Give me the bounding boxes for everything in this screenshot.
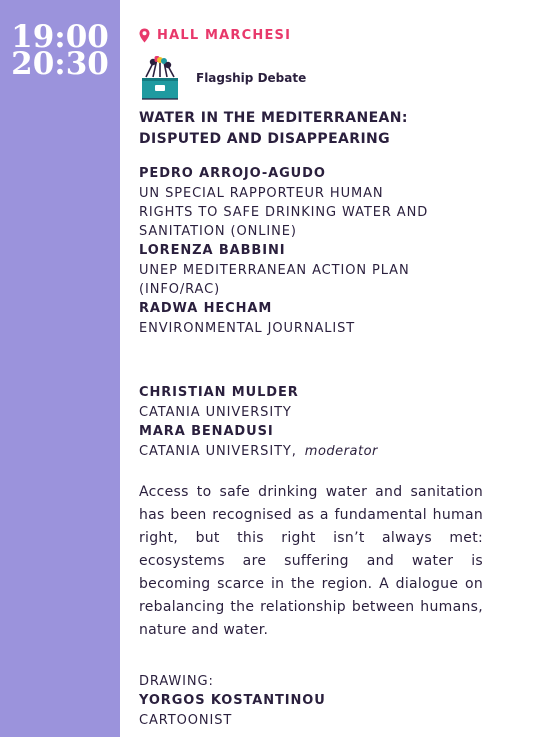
moderator-note: moderator <box>304 444 378 459</box>
venue-label <box>139 26 291 44</box>
podium-microphones-icon <box>139 55 181 101</box>
host-name: CHRISTIAN MULDER <box>139 385 299 400</box>
speaker-name: PEDRO ARROJO-AGUDO <box>139 166 326 181</box>
speaker-role: ENVIRONMENTAL JOURNALIST <box>139 321 356 336</box>
start-time: 19:00 <box>11 19 109 55</box>
speaker-name: LORENZA BABBINI <box>139 243 286 258</box>
speaker-role: SANITATION (ONLINE) <box>139 224 297 239</box>
venue-name: HALL MARCHESI <box>157 27 292 43</box>
event-description: Access to safe drinking water and sanitation has been recognised as a fundamental human right, but this right isn’t always met: ecosystems are suffering and water is becoming scarce in the region. A dialogue on rebalancing the relationship between humans, nature and water. <box>139 484 483 638</box>
speaker-name: RADWA HECHAM <box>139 301 273 316</box>
speaker-role: UNEP MEDITERRANEAN ACTION PLAN <box>139 263 410 278</box>
host-name: MARA BENADUSI <box>139 424 274 439</box>
speaker-role: (INFO/RAC) <box>139 282 221 297</box>
speakers-list <box>139 164 509 338</box>
format-row <box>139 55 306 101</box>
host-role: CATANIA UNIVERSITY <box>139 405 292 420</box>
event-title-line: WATER IN THE MEDITERRANEAN: <box>139 110 408 126</box>
event-title-line: DISPUTED AND DISAPPEARING <box>139 131 391 147</box>
drawing-label: DRAWING: <box>139 674 214 689</box>
event-title <box>139 108 499 150</box>
host-role: CATANIA UNIVERSITY, <box>139 444 297 459</box>
drawing-artist-role: CARTOONIST <box>139 713 233 728</box>
end-time: 20:30 <box>11 46 109 82</box>
speaker-role: UN SPECIAL RAPPORTEUR HUMAN <box>139 186 384 201</box>
time-sidebar <box>0 0 120 737</box>
drawing-credit <box>139 672 509 730</box>
host-role-line <box>139 442 509 461</box>
speaker-role: RIGHTS TO SAFE DRINKING WATER AND <box>139 205 429 220</box>
drawing-artist-name: YORGOS KOSTANTINOU <box>139 693 326 708</box>
hosts-list <box>139 383 509 461</box>
location-pin-icon <box>139 28 150 43</box>
format-label: Flagship Debate <box>196 71 307 85</box>
